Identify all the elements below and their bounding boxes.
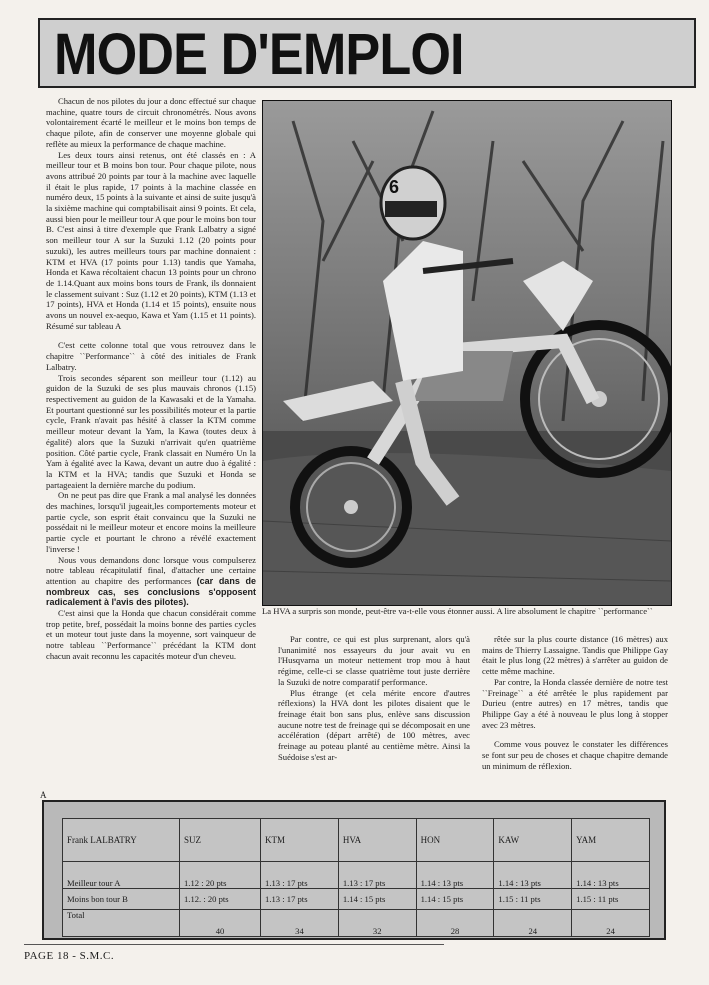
paragraph: Trois secondes séparent son meilleur tour (1.12) au guidon de la Suzuki de ses plus mauvais chronos (1.15) respectivement au guidon de la Kawasaki et de la Yamaha. Et pourtant questionné sur les possibilités moteur et la partie cycle, Frank n'avait pas hésité à classer la KTM comme meilleur moteur devant la Yam, la Kawa (toutes deux à égalité) alors que la Suzuki n'arrivait qu'en quatrième position. Côté partie cycle, Frank classait en Numéro Un la Yam à égalité avec la Kawa, devant un autre duo à égalité : la KTM et la HVA; tandis que Suzuki et Honda se partageaient la dernière marche du podium. <box>46 372 256 490</box>
paragraph-text: Nous vous demandons donc lorsque vous compulserez notre tableau récapitulatif final, d'attacher une certaine attention au chapitre des performances <box>46 554 256 586</box>
total-cell: 40 <box>180 910 261 937</box>
table-cell: 1.14 : 13 pts <box>494 862 572 889</box>
page-footer: PAGE 18 - S.M.C. <box>24 950 115 962</box>
total-cell: 32 <box>338 910 416 937</box>
row-label: Moins bon tour B <box>63 889 180 910</box>
left-text-column <box>46 96 256 662</box>
title-band <box>38 18 696 88</box>
table-cell: 1.15 : 11 pts <box>572 889 650 910</box>
row-label: Total <box>63 910 180 937</box>
paragraph: Chacun de nos pilotes du jour a donc effectué sur chaque machine, quatre tours de circuit chronométrés. Nous avons volontairement écarté le meilleur et le moins bon temps de chaque pilote, afin de conserver une moyenne globale qui reflète au mieux la performance de chaque machine. <box>46 96 256 149</box>
right-text-column <box>482 634 668 771</box>
paragraph: rêtée sur la plus courte distance (16 mètres) aux mains de Thierry Lassaigne. Tandis que Philippe Gay était le plus long (22 mètres) à s'arrêter au guidon de cette même machine. <box>482 634 668 677</box>
rider-name: Frank LALBATRY <box>63 819 180 862</box>
table-cell: 1.13 : 17 pts <box>261 889 339 910</box>
motocross-photo <box>262 100 672 606</box>
score-table-panel <box>42 800 666 940</box>
footer-divider <box>24 944 444 945</box>
table-marker: A <box>40 790 47 800</box>
table-cell: 1.13 : 17 pts <box>338 862 416 889</box>
column-header: HVA <box>338 819 416 862</box>
table-row <box>63 889 650 910</box>
total-cell: 24 <box>494 910 572 937</box>
column-header: HON <box>416 819 494 862</box>
table-cell: 1.14 : 15 pts <box>338 889 416 910</box>
column-header: KTM <box>261 819 339 862</box>
table-cell: 1.12. : 20 pts <box>180 889 261 910</box>
total-cell: 24 <box>572 910 650 937</box>
paragraph: C'est cette colonne total que vous retrouvez dans le chapitre ``Performance`` à côté des initiales de Frank Lalbatry. <box>46 340 256 372</box>
paragraph: Par contre, ce qui est plus surprenant, alors qu'à l'unanimité nos essayeurs du jour avait vu en l'Husqvarna un moteur nettement trop mou à haut régime, celle-ci se classe quatrième tout juste derrière la Suzuki de notre comparatif performance. <box>278 634 470 687</box>
row-label: Meilleur tour A <box>63 862 180 889</box>
table-header-row <box>63 819 650 862</box>
paragraph: Comme vous pouvez le constater les différences se font sur peu de choses et chaque chapitre demande un minimum de réflexion. <box>482 739 668 771</box>
paragraph: Les deux tours ainsi retenus, ont été classés en : A meilleur tour et B moins bon tour. Pour chaque pilote, nous avons attribué 20 points par tour à la machine avec laquelle il était le plus rapide, 17 points à la machine classée en numéro deux, 15 points à la suivante et ainsi de suite jusqu'à la sixième machine qui comptabilisait ainsi 9 points. Et cela, aussi bien pour le meilleur tour A que pour le moins bon tour B. C'est ainsi à titre d'exemple que Frank Lalbatry a signé son meilleur tour A sur la Suzuki 1.12 (20 points pour suzuki), les autres meilleurs tours par machine donnaient : KTM et HVA (17 points pour 1.13) tandis que Yamaha, Honda et Kawa récoltaient chacun 13 points pour un chrono de 1.14.Quant aux moins bons tours de Frank, ils donnaient le classement suivant : Suz (1.12 et 20 points), KTM (1.13 et 17 points), HVA et Honda (1.14 et 15 points), ensuite nous avons un nouvel ex-aequo, Kawa et Yam (1.15 et 11 points). Résumé sur tableau A <box>46 149 256 331</box>
table-cell: 1.14 : 15 pts <box>416 889 494 910</box>
table-row <box>63 862 650 889</box>
column-header: SUZ <box>180 819 261 862</box>
rider-wheelie-illustration <box>263 101 671 605</box>
bold-emphasis: (car dans de nombreux cas, ses conclusions s'opposent radicalement à l'avis des pilotes). <box>46 575 256 608</box>
table-cell: 1.13 : 17 pts <box>261 862 339 889</box>
score-table <box>62 818 650 937</box>
column-header: KAW <box>494 819 572 862</box>
total-cell: 34 <box>261 910 339 937</box>
table-cell: 1.12 : 20 pts <box>180 862 261 889</box>
column-header: YAM <box>572 819 650 862</box>
table-cell: 1.14 : 13 pts <box>572 862 650 889</box>
paragraph: Par contre, la Honda classée dernière de notre test ``Freinage`` a été arrêtée le plus rapidement par Durieu (entre autres) en 17 mètres, tandis que Philippe Gay a été à nouveau le plus long à stopper avec 23 mètres. <box>482 676 668 730</box>
table-cell: 1.14 : 13 pts <box>416 862 494 889</box>
paragraph: C'est ainsi que la Honda que chacun considérait comme trop petite, bref, possédait la moins bonne des parties cycles et un moteur tout juste dans la moyenne, sort vainqueur de notre tableau ``Performance`` précédant la KTM dont chacun avait reconnu les capacités moteur d'un cheveu. <box>46 608 256 661</box>
paragraph: Plus étrange (et cela mérite encore d'autres réflexions) la HVA dont les pilotes disaient que le freinage était bon sans plus, enlève sans discussion aucune notre test de freinage qui se décomposait en une accélération (départ arrêté) de 100 mètres, avec freinage au poteau planté au centième mètre. Ainsi la Suédoise s'est ar- <box>278 687 470 762</box>
paragraph: On ne peut pas dire que Frank a mal analysé les données des machines, lorsqu'il jugeait,les comportements moteur et partie cycle, son esprit était convaincu que la Suzuki ne possédait ni le meilleur moteur et encore moins la meilleure partie cycle et pourtant le chrono a révélé exactement l'inverse ! <box>46 490 256 554</box>
middle-text-column <box>278 634 470 762</box>
svg-text:6: 6 <box>389 177 400 197</box>
page-title: MODE D'EMPLOI <box>54 22 464 87</box>
photo-caption: La HVA a surpris son monde, peut-être va-t-elle vous étonner aussi. A lire absolument le chapitre ``performance`` <box>262 606 653 616</box>
table-cell: 1.15 : 11 pts <box>494 889 572 910</box>
table-total-row <box>63 910 650 937</box>
paragraph <box>46 555 256 609</box>
total-cell: 28 <box>416 910 494 937</box>
